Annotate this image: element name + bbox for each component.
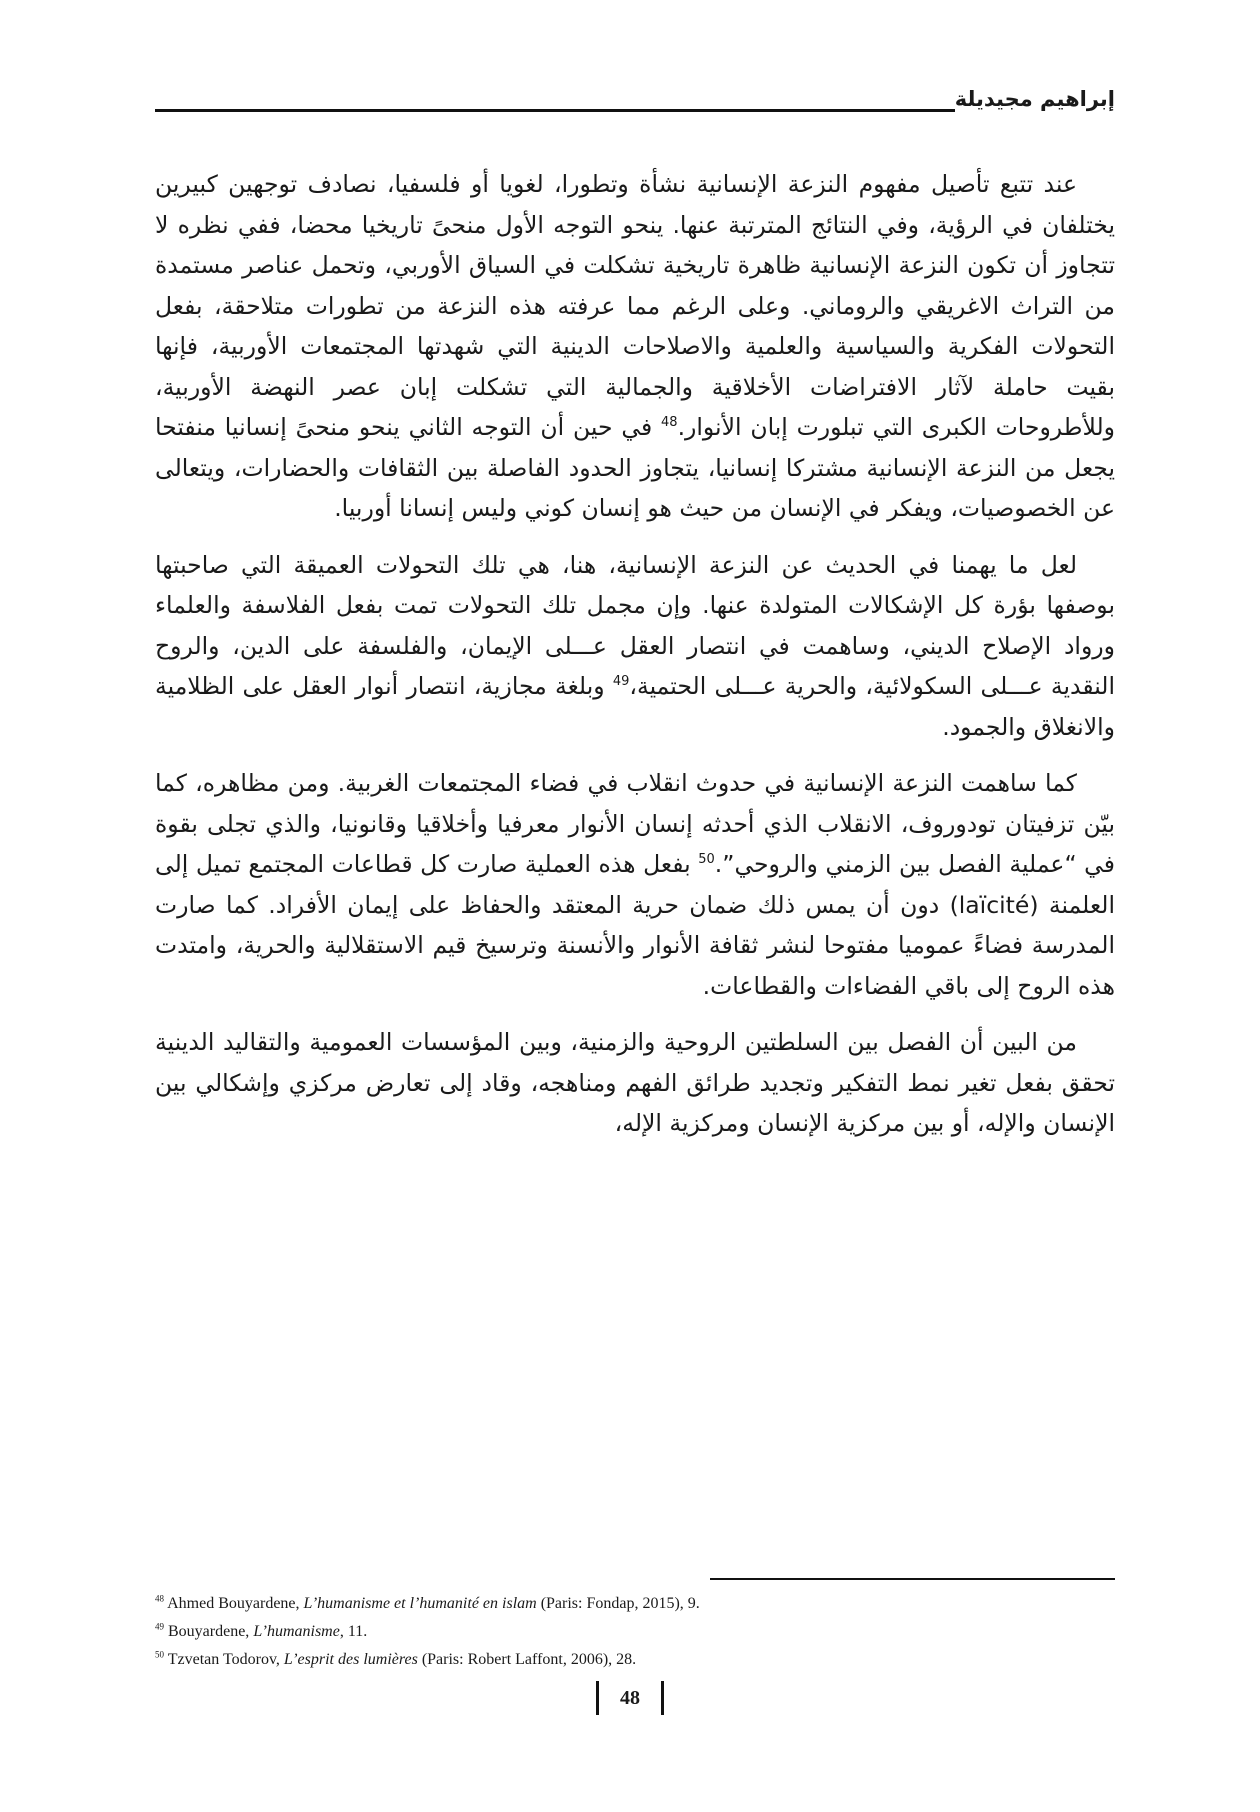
paragraph-4: من البين أن الفصل بين السلطتين الروحية والزمنية، وبين المؤسسات العمومية والتقاليد الدينية تحقق بفعل تغير نمط التفكير وتجديد طرائق الفهم ومناهجه، وقاد إلى تعارض مركزي وإشكالي بين الإنسان والإله، أو بين مركزية الإنسان ومركزية الإله، [155,1028,1115,1137]
running-header [155,86,1115,116]
page-number-bar-right [661,1681,664,1715]
paragraph-1-part-a: عند تتبع تأصيل مفهوم النزعة الإنسانية نشأة وتطورا، لغويا أو فلسفيا، نصادف توجهين كبيرين يختلفان في الرؤية، وفي النتائج المترتبة عنها. ينحو التوجه الأول منحىً تاريخيا محضا، ففي نظره لا تتجاوز أن تكون النزعة الإنسانية ظاهرة تاريخية تشكلت في السياق الأوربي، وتحمل عناصر مستمدة من التراث الاغريقي والروماني. وعلى الرغم مما عرفته هذه النزعة من تطورات متلاحقة، بفعل التحولات الفكرية والسياسية والعلمية والاصلاحات الدينية التي شهدتها المجتمعات الأوربية، فإنها بقيت حاملة لآثار الافتراضات الأخلاقية والجمالية التي تشكلت إبان عصر النهضة الأوربية، وللأطروحات الكبرى التي تبلورت إبان الأنوار. [155,170,1116,441]
footnote-ref-49[interactable]: 49 [612,674,630,690]
footnote-ref-48[interactable]: 48 [661,415,678,431]
header-rule [155,109,955,112]
running-header-author: إبراهيم مجيديلة [954,87,1115,111]
footnote-author: Bouyardene, [168,1623,254,1640]
footnote-49 [155,1618,1115,1646]
page-number-bar-left [596,1681,599,1715]
footnote-50 [155,1646,1115,1674]
footnote-publication: (Paris: Fondap, 2015), 9. [536,1595,700,1612]
footnote-author: Tzvetan Todorov, [167,1651,284,1668]
footnote-publication: (Paris: Robert Laffont, 2006), 28. [417,1651,637,1668]
footnote-number: 50 [155,1649,164,1660]
footnote-number: 48 [155,1593,164,1604]
footnote-title: L’humanisme et l’humanité en islam [303,1595,537,1612]
body-text [155,164,1115,1160]
paragraph-2-part-a: لعل ما يهمنا في الحديث عن النزعة الإنسانية، هنا، هي تلك التحولات العميقة التي صاحبتها بوصفها بؤرة كل الإشكالات المتولدة عنها. وإن مجمل تلك التحولات تمت بفعل الفلاسفة والعلماء ورواد الإصلاح الديني، وساهمت في انتصار العقل عـــلى الإيمان، والفلسفة على الدين، والروح النقدية عـــلى السكولائية، والحرية عـــلى الحتمية، [155,550,1115,700]
footnote-author: Ahmed Bouyardene, [167,1595,304,1612]
page-number [590,1683,670,1713]
footnote-title: L’esprit des lumières [283,1651,418,1668]
footnote-publication: , 11. [339,1623,368,1640]
paragraph-2-part-b: وبلغة مجازية، انتصار أنوار العقل على الظلامية والانغلاق والجمود. [155,672,1115,741]
footnote-ref-50[interactable]: 50 [698,852,715,868]
footnote-48 [155,1590,1115,1618]
footnote-title: L’humanisme [253,1623,340,1640]
paragraph-3 [155,763,1115,1006]
footnotes [155,1590,1115,1674]
paragraph-1-part-b: في حين أن التوجه الثاني ينحو منحىً إنسانيا منفتحا يجعل من النزعة الإنسانية مشتركا إنسانيا، يتجاوز الحدود الفاصلة بين الثقافات والحضارات، ويتعالى عن الخصوصيات، ويفكر في الإنسان من حيث هو إنسان كوني وليس إنسانا أوربيا. [155,413,1115,522]
paragraph-3-part-b: بفعل هذه العملية صارت كل قطاعات المجتمع تميل إلى العلمنة (laïcité) دون أن يمس ذلك ضمان حرية المعتقد والحفاظ على إيمان الأفراد. كما صارت المدرسة فضاءً عموميا مفتوحا لنشر ثقافة الأنوار والأنسنة وترسيخ قيم الاستقلالية والحرية، وامتدت هذه الروح إلى باقي الفضاءات والقطاعات. [155,850,1115,1000]
paragraph-3-part-a: كما ساهمت النزعة الإنسانية في حدوث انقلاب في فضاء المجتمعات الغربية. ومن مظاهره، كما بيّن تزفيتان تودوروف، الانقلاب الذي أحدثه إنسان الأنوار معرفيا وأخلاقيا وقانونيا، والذي تجلى بقوة في “عملية الفصل بين الزمني والروحي”. [155,769,1116,878]
paragraph-1 [155,164,1115,529]
page-number-value: 48 [620,1687,640,1709]
footnote-separator [710,1578,1115,1580]
footnote-number: 49 [155,1621,164,1632]
paragraph-2 [155,545,1115,748]
